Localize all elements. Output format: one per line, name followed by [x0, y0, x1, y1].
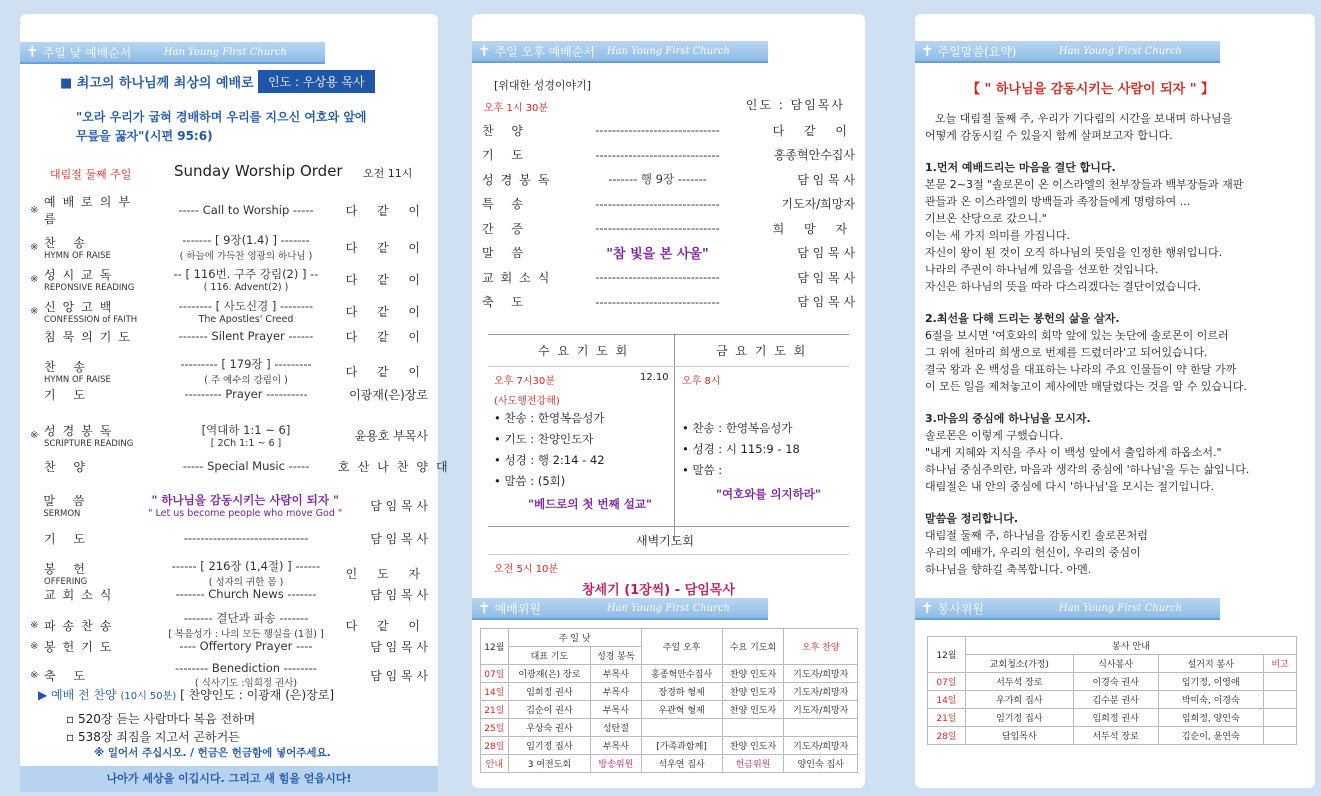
table-cell: 임희정 권사	[508, 683, 590, 701]
dawn-time: 오전 5시 10분	[494, 564, 559, 575]
divider	[488, 366, 849, 367]
order-row	[30, 296, 428, 326]
table-cell: 부목사	[591, 701, 642, 719]
wed-item: • 성경 : 행 2:14 - 42	[494, 453, 605, 467]
order-item-detail	[154, 459, 338, 473]
table-row	[481, 755, 858, 773]
order-item-name: 예배로의부름	[44, 195, 137, 226]
table-cell: 07일	[481, 665, 509, 683]
order-item-main: -------- Benediction --------	[175, 661, 317, 675]
order-item-sub: ( 116. Advent(2) )	[203, 281, 289, 293]
table-row	[481, 719, 858, 737]
table-cell: 기도자/희망자	[784, 665, 858, 683]
cross-icon: ✝	[921, 599, 934, 617]
order-item-leader: 담 임 목 사	[797, 172, 855, 187]
order-item-main: ------ [ 216장 (1,4절) ] ------	[171, 559, 321, 573]
order-item-name: 성시교독	[44, 267, 119, 282]
order-item-detail	[154, 639, 338, 653]
table-cell: 07일	[928, 673, 966, 691]
table-cell: 석우연 집사	[641, 755, 722, 773]
service-time: 오후 1시 30분	[484, 103, 549, 114]
table-cell: 기도자/희망자	[784, 701, 858, 719]
order-item-name: 찬 송	[44, 235, 92, 250]
order-item-name: 성경봉독	[44, 423, 119, 438]
afternoon-worship-panel	[472, 14, 865, 788]
order-item-detail: ------------------------------	[595, 294, 720, 309]
order-item-label	[44, 617, 154, 634]
order-item-label	[44, 530, 154, 547]
order-item-leader: 호산나찬양대	[338, 459, 456, 474]
table-row	[481, 701, 858, 719]
order-item-label	[43, 492, 148, 519]
table-cell	[722, 719, 784, 737]
text-line: 자신이 왕이 된 것이 오직 하나님의 뜻임을 인정한 행위입니다.	[925, 246, 1223, 259]
table-cell: 서두석 장로	[965, 673, 1073, 691]
order-item-detail: ------------------------------	[595, 221, 720, 235]
table-cell: 안내	[481, 755, 509, 773]
table-cell: 찬양 인도자	[722, 683, 784, 701]
order-item-english: CONFESSION of FAITH	[44, 314, 138, 325]
order-item-sub: The Apostles' Creed	[198, 313, 294, 325]
order-row	[30, 195, 428, 226]
wed-item: • 기도 : 찬양인도자	[494, 432, 594, 446]
order-item-name: 봉 헌	[44, 561, 92, 576]
order-item-detail	[154, 203, 338, 217]
order-item-main: ----- Call to Worship -----	[178, 203, 314, 217]
order-item-label	[44, 560, 154, 587]
table-cell	[1264, 709, 1297, 727]
sermon-body	[925, 104, 1309, 578]
order-item-main: ------- Silent Prayer ------	[178, 329, 314, 343]
order-row	[482, 218, 855, 238]
wed-item: • 말씀 : (5회)	[494, 474, 566, 488]
order-item-detail	[154, 422, 338, 449]
asterisk-mark: ※	[30, 619, 39, 631]
pre-praise: ▶ 예배 전 찬양 (10시 50분) [ 찬양인도 : 이광재 (은)장로]	[38, 688, 335, 702]
table-cell: 부목사	[591, 737, 642, 755]
order-item-leader: 홍종혁안수집사	[773, 148, 855, 162]
text-line: 대림절은 내 안의 중심에 다시 '하나님'을 모시는 절기입니다.	[925, 480, 1215, 493]
fri-sermon: "여호와를 의지하라"	[716, 487, 821, 501]
order-item-label	[44, 386, 154, 403]
table-cell: 부목사	[591, 665, 642, 683]
order-item-detail	[154, 356, 338, 386]
table-cell: 우상숙 권사	[508, 719, 590, 737]
order-item-detail	[154, 329, 338, 343]
order-item-leader: 기도자/희망자	[781, 197, 855, 211]
table-cell: 방송위원	[591, 755, 642, 773]
dawn-text: 창세기 (1장씩) - 담임목사	[582, 583, 735, 598]
order-row	[30, 636, 428, 656]
order-item-detail	[154, 266, 338, 293]
order-row	[30, 456, 456, 476]
order-row	[482, 267, 855, 287]
order-item-name: 기 도	[44, 387, 92, 402]
text-line: 본문 2~3절 "솔로몬이 온 이스라엘의 천부장들과 백부장들과 재판	[925, 178, 1244, 191]
leader-badge: 인도 : 우상용 목사	[258, 70, 375, 93]
fri-title: 금 요 기 도 회	[716, 344, 808, 358]
wed-item: • 찬송 : 한영복음성가	[494, 411, 605, 425]
order-item-label: 기 도	[482, 148, 530, 162]
order-item-label: 특 송	[482, 197, 530, 211]
table-cell: 28일	[481, 737, 509, 755]
order-item-label	[44, 328, 154, 345]
order-item-leader: 다 같 이	[345, 304, 428, 319]
order-item-name: 말 씀	[43, 493, 92, 508]
order-row	[30, 490, 428, 520]
table-cell: 부목사	[591, 683, 642, 701]
section-header: ✝ 주일 낮 예배순서 Han Young First Church	[20, 42, 325, 64]
order-row	[30, 420, 428, 450]
text-line: 솔로몬은 이렇게 구했습니다.	[925, 429, 1064, 442]
order-item-sub: ( 하늘에 가득찬 영광의 하나님 )	[179, 251, 313, 262]
text-line: 우리의 예배가, 우리의 헌신이, 우리의 중심이	[925, 546, 1141, 559]
order-item-name: 신앙고백	[44, 299, 119, 314]
order-item-label: 교회소식	[482, 270, 557, 285]
order-item-leader: 다 같 이	[345, 272, 428, 287]
order-row	[30, 384, 428, 404]
table-cell	[641, 719, 722, 737]
order-item-english: REPONSIVE READING	[44, 282, 135, 293]
table-cell	[784, 719, 858, 737]
table-cell: 임기정, 이영애	[1158, 673, 1264, 691]
service-table: 12월 봉사 안내 교회청소(가정) 식사봉사 설거지 봉사 비고 07일 서두석 장로 이경숙 권사 임기정, 이영애 14일 우가희 집사 김수분 권사 박미숙, 이경숙 21일 임기정 집사 임희정 권사 임희정, 양인숙 28일 담임목사 서두석 장로 김순이, 윤연숙	[927, 636, 1297, 745]
order-item-main: --------- [ 179장 ] ---------	[180, 357, 312, 371]
text-line: 말씀을 정리합니다.	[925, 512, 1019, 525]
order-item-english: OFFERING	[44, 576, 88, 587]
text-line: 하나님을 향하길 축복합니다. 아멘.	[925, 563, 1092, 576]
order-item-main: ---- Offertory Prayer ----	[179, 639, 313, 653]
order-item-label: 말 씀	[482, 246, 530, 260]
table-cell: 14일	[481, 683, 509, 701]
banner: ■ 최고의 하나님께 최상의 예배로	[60, 76, 254, 91]
cross-icon: ✝	[921, 42, 934, 60]
table-cell: 임기정 집사	[508, 737, 590, 755]
order-item-detail	[154, 387, 338, 401]
order-item-label	[44, 667, 154, 684]
order-item-sub: ( 식사기도 :임희정 권사)	[194, 678, 298, 689]
table-cell: 우가희 집사	[965, 691, 1073, 709]
order-item-detail	[154, 661, 338, 689]
order-item-name: 침묵의기도	[44, 329, 137, 344]
asterisk-mark: ※	[30, 273, 39, 285]
asterisk-mark: ※	[30, 669, 39, 681]
divider	[488, 554, 849, 555]
text-line: 대림절 둘째 주, 하나님을 감동시킨 솔로몬처럼	[925, 529, 1148, 542]
table-cell: 성탄절	[591, 719, 642, 737]
order-item-leader: 담 임 목 사	[370, 587, 428, 602]
order-item-name: 교회소식	[44, 587, 119, 602]
wed-items	[494, 408, 605, 492]
order-item-detail: ------------------------------	[595, 270, 720, 284]
order-row	[482, 169, 855, 189]
order-item-leader: 다 같 이	[345, 618, 428, 633]
dawn-title: 새벽기도회	[636, 534, 694, 548]
order-item-leader: 희 망 자	[772, 221, 855, 236]
order-item-leader: 다 같 이	[345, 203, 428, 218]
cross-icon: ✝	[478, 599, 491, 617]
order-item-leader: 인 도 자	[345, 566, 428, 581]
table-cell: [가족과함께]	[641, 737, 722, 755]
wed-date: 12.10	[640, 372, 669, 383]
section-header: ✝ 주일 오후 예배순서 Han Young First Church	[472, 41, 768, 63]
order-row	[30, 326, 428, 346]
order-item-name: 찬 송	[44, 359, 92, 374]
order-item-leader: 이광재(은)장로	[349, 387, 428, 402]
order-item-label: 간 증	[482, 221, 530, 236]
order-item-name: 기 도	[44, 531, 92, 546]
divider	[488, 334, 849, 335]
order-item-label	[44, 638, 154, 655]
table-cell: 담임목사	[965, 727, 1073, 745]
order-item-leader: 다 같 이	[345, 240, 428, 255]
asterisk-mark: ※	[30, 204, 39, 216]
order-item-name: 찬 양	[44, 459, 92, 474]
order-item-leader: 다 같 이	[345, 329, 428, 344]
table-cell: 박미숙, 이경숙	[1158, 691, 1264, 709]
table-row	[928, 709, 1297, 727]
order-item-main: " 하나님을 감동시키는 사람이 되자 "	[151, 492, 339, 507]
order-item-label	[44, 266, 154, 293]
order-row	[30, 356, 428, 386]
table-cell: 임희정 권사	[1073, 709, 1158, 727]
text-line: "내게 지혜와 지식을 주사 이 백성 앞에서 출입하게 하옵소서."	[925, 446, 1222, 459]
order-item-english: HYMN OF RAISE	[44, 250, 111, 261]
table-cell: 14일	[928, 691, 966, 709]
text-line: 1.먼저 예배드리는 마음을 결단 합니다.	[925, 161, 1116, 174]
order-item-detail: ------------------------------	[595, 196, 720, 211]
text-line: 이 모든 일을 제쳐놓고이 제사에만 매달렸다는 것을 알 수 있습니다.	[925, 380, 1247, 393]
table-row	[928, 691, 1297, 709]
wed-title: 수 요 기 도 회	[538, 344, 630, 358]
table-cell: 21일	[481, 701, 509, 719]
text-line: 어떻게 감동시킬 수 있을지 함께 살펴보고자 합니다.	[925, 129, 1173, 142]
order-item-leader: 담 임 목 사	[370, 498, 428, 513]
wed-note: (사도행전강해)	[494, 396, 560, 407]
wed-sermon: "베드로의 첫 번째 설교"	[528, 497, 652, 511]
order-item-leader: 담 임 목 사	[797, 295, 855, 309]
order-item-english: SCRIPTURE READING	[44, 438, 134, 449]
table-cell: 찬양 인도자	[722, 701, 784, 719]
order-row	[482, 194, 855, 214]
text-line: 하나님 중심주의란, 마음과 생각의 중심에 '하나님'을 두는 삶입니다.	[925, 463, 1250, 476]
order-item-leader: 담 임 목 사	[370, 531, 428, 546]
order-item-main: -- [ 116번. 구주 강림(2) ] --	[173, 266, 319, 281]
text-line: 그 위에 천마리 희생으로 번제를 드렸더라'고 되어있습니다.	[925, 346, 1208, 359]
order-row	[30, 584, 428, 604]
divider	[674, 334, 675, 540]
table-cell: 3 여전도회	[508, 755, 590, 773]
table-row	[481, 683, 858, 701]
order-item-label	[44, 298, 154, 325]
cross-icon: ✝	[26, 43, 39, 61]
order-item-sub: ( 성자의 귀한 몸 )	[208, 577, 284, 588]
order-item-label	[44, 358, 154, 385]
order-item-leader: 다 같 이	[345, 364, 428, 379]
service-time: 오전 11시	[363, 167, 413, 180]
fri-item: • 말씀 :	[682, 463, 723, 477]
order-item-leader: 담 임 목 사	[370, 668, 428, 683]
table-cell: 헌금위원	[722, 755, 784, 773]
table-cell: 임기정 집사	[965, 709, 1073, 727]
order-item-main: ----- Special Music -----	[182, 459, 310, 473]
order-item-main: ------- 결단과 파송 -------	[183, 611, 309, 625]
order-row	[482, 145, 855, 165]
order-item-sub: " Let us become people who move God "	[148, 507, 343, 519]
verse-line2: 무릎을 꿇자"(시편 95:6)	[76, 129, 213, 143]
order-item-english: HYMN OF RAISE	[44, 374, 111, 385]
order-item-label	[44, 234, 154, 261]
order-row	[482, 243, 855, 263]
hymn-520: ▫ 520장 듣는 사람마다 복음 전하며	[66, 712, 256, 726]
order-item-leader: 윤용호 부목사	[354, 428, 428, 443]
order-item-detail	[154, 298, 338, 325]
order-item-main: [역대하 1:1 ~ 6]	[201, 422, 291, 437]
verse-line1: "오라 우리가 굽혀 경배하며 우리를 지으신 여호와 앞에	[76, 110, 367, 124]
table-row	[928, 673, 1297, 691]
order-item-leader: 다 같 이	[772, 123, 855, 138]
order-item-main: ------- Church News -------	[175, 587, 317, 601]
cross-icon: ✝	[478, 42, 491, 60]
order-item-leader: 담 임 목 사	[797, 270, 855, 285]
order-item-main: ------- [ 9장(1.4) ] -------	[182, 233, 310, 247]
fri-items	[682, 418, 800, 481]
table-cell: 장경하 형제	[641, 683, 722, 701]
table-cell: 양인숙 집사	[784, 755, 858, 773]
sermon-title: 【 " 하나님을 감동시키는 사람이 되자 " 】	[967, 82, 1215, 97]
table-cell: 김수분 권사	[1073, 691, 1158, 709]
fri-item: • 찬송 : 한영복음성가	[682, 421, 793, 435]
table-cell: 28일	[928, 727, 966, 745]
text-line: 관들과 온 이스라엘의 방백들과 족장들에게 명령하여 ...	[925, 195, 1191, 208]
footer-motto: 나아가 세상을 이깁시다. 그리고 새 힘을 얻읍시다!	[20, 766, 438, 792]
text-line: 오늘 대림절 둘째 주, 우리가 기다림의 시간을 보내며 하나님을	[935, 112, 1233, 125]
order-item-label: 찬 양	[482, 123, 530, 138]
order-item-sub: [ 2Ch 1:1 ~ 6 ]	[210, 437, 282, 449]
table-cell: 찬양 인도자	[722, 665, 784, 683]
order-item-name: 파송찬송	[44, 618, 119, 633]
order-item-label: 성경봉독	[482, 172, 557, 187]
table-cell: 25일	[481, 719, 509, 737]
committee-table: 12월 주 일 낮 주일 오후 수요 기도회 오후 찬양 대표 기도 성경 봉독 07일 이광재(은) 장로 부목사 홍종혁안수집사 찬양 인도자 기도자/희망자 14일 임희정 권사 부목사 장경하 형제 찬양 인도자 기도자/희망자 21일 김순이 권사 부목사 우관혁 형제 찬양 인도자 기도자/희망자 25일 우상숙 권사 성탄절 28일 임기정 집사 부목사 [가족과함께] 찬양 인도자 기도자/희망자 안내 3 여전도회 방송위원 석우연 집사 헌금위원 양인숙 집사	[480, 628, 858, 773]
order-row	[482, 292, 855, 312]
table-cell: 임희정, 양인숙	[1158, 709, 1264, 727]
text-line: 자신은 하나님의 뜻을 따라 다스리겠다는 결단이었습니다.	[925, 280, 1202, 293]
order-item-main: --------- Prayer ----------	[184, 387, 308, 401]
order-item-detail: "참 빛을 본 사울"	[606, 247, 709, 262]
week-label: 대림절 둘째 주일	[50, 168, 132, 181]
order-item-leader: 담 임 목 사	[370, 639, 428, 654]
asterisk-mark: ※	[30, 305, 39, 317]
table-cell: 기도자/희망자	[784, 683, 858, 701]
order-item-label	[44, 586, 154, 603]
section-header: ✝ 예배위원 Han Young First Church	[472, 598, 768, 620]
order-row	[30, 528, 428, 548]
order-row	[482, 120, 855, 140]
table-cell: 우관혁 형제	[641, 701, 722, 719]
section-header: ✝ 봉사위원 Han Young First Church	[915, 598, 1220, 620]
order-item-name: 봉헌기도	[44, 639, 119, 654]
table-cell	[1264, 691, 1297, 709]
table-cell: 기도자/희망자	[784, 737, 858, 755]
table-cell	[1264, 673, 1297, 691]
asterisk-mark: ※	[30, 241, 39, 253]
section-header: ✝ 주일말씀(요약) Han Young First Church	[915, 41, 1220, 63]
text-line: 나라의 주권이 하나님께 있음을 선포한 것입니다.	[925, 263, 1159, 276]
order-item-main: ------------------------------	[183, 531, 309, 545]
leader: 인도 : 담임목사	[745, 98, 845, 112]
table-cell: 홍종혁안수집사	[641, 665, 722, 683]
order-item-detail: ------- 행 9장 -------	[608, 172, 707, 186]
hymn-538: ▫ 538장 죄짐을 지고서 곤하거든	[66, 730, 240, 744]
notice: ※ 일어서 주십시오. / 헌금은 헌금함에 넣어주세요.	[94, 747, 331, 759]
order-item-detail	[148, 492, 342, 519]
wed-time: 오후 7시30분	[494, 376, 555, 387]
order-item-main: -------- [ 사도신경 ] --------	[178, 298, 314, 313]
order-item-leader: 담 임 목 사	[797, 246, 855, 260]
table-cell: 찬양 인도자	[722, 737, 784, 755]
order-item-label	[44, 458, 154, 475]
fri-item: • 성경 : 시 115:9 - 18	[682, 442, 800, 456]
order-item-english: SERMON	[43, 508, 81, 519]
asterisk-mark: ※	[30, 429, 39, 441]
order-item-detail	[154, 587, 338, 601]
table-cell: 21일	[928, 709, 966, 727]
table-row	[481, 737, 858, 755]
order-item-detail	[154, 531, 338, 545]
order-item-label: 축 도	[482, 295, 530, 309]
order-row	[30, 264, 428, 294]
order-row	[30, 232, 428, 262]
order-title: Sunday Worship Order	[174, 162, 343, 180]
text-line: 결국 왕과 온 백성을 대표하는 나라의 주요 인물들이 약 한달 가까	[925, 363, 1237, 376]
table-cell: 김순이, 윤연숙	[1158, 727, 1264, 745]
order-item-sub: ( 주 예수의 강림이 )	[204, 375, 288, 386]
fri-time: 오후 8시	[682, 376, 721, 387]
subtitle: [위대한 성경이야기]	[494, 79, 592, 92]
order-item-label	[44, 193, 154, 227]
table-cell	[1264, 727, 1297, 745]
order-item-detail: ------------------------------	[595, 147, 720, 162]
order-item-detail	[154, 232, 338, 262]
sermon-summary-panel	[915, 14, 1315, 788]
divider	[488, 526, 849, 527]
text-line: 6절을 보시면 '여호와의 회막 앞에 있는 놋단에 솔로몬이 이르러	[925, 329, 1229, 342]
table-cell: 서두석 장로	[1073, 727, 1158, 745]
order-item-sub: [ 복음성가 : 나의 모든 행실을 (1절) ]	[168, 629, 324, 640]
text-line: 3.마음의 중심에 하나님을 모시자.	[925, 412, 1091, 425]
table-cell: 이경숙 권사	[1073, 673, 1158, 691]
text-line: 2.최선을 다해 드리는 봉헌의 삶을 살자.	[925, 312, 1120, 325]
order-item-label	[44, 422, 154, 449]
table-row	[928, 727, 1297, 745]
text-line: 이는 세 가지 의미를 가집니다.	[925, 229, 1070, 242]
table-cell: 이광재(은) 장로	[508, 665, 590, 683]
morning-worship-panel	[20, 14, 456, 788]
asterisk-mark: ※	[30, 640, 39, 652]
order-item-name: 축 도	[44, 668, 92, 683]
table-row	[481, 665, 858, 683]
order-item-detail: ------------------------------	[595, 123, 720, 137]
text-line: 기브온 산당으로 갔으니."	[925, 212, 1047, 225]
table-cell: 김순이 권사	[508, 701, 590, 719]
